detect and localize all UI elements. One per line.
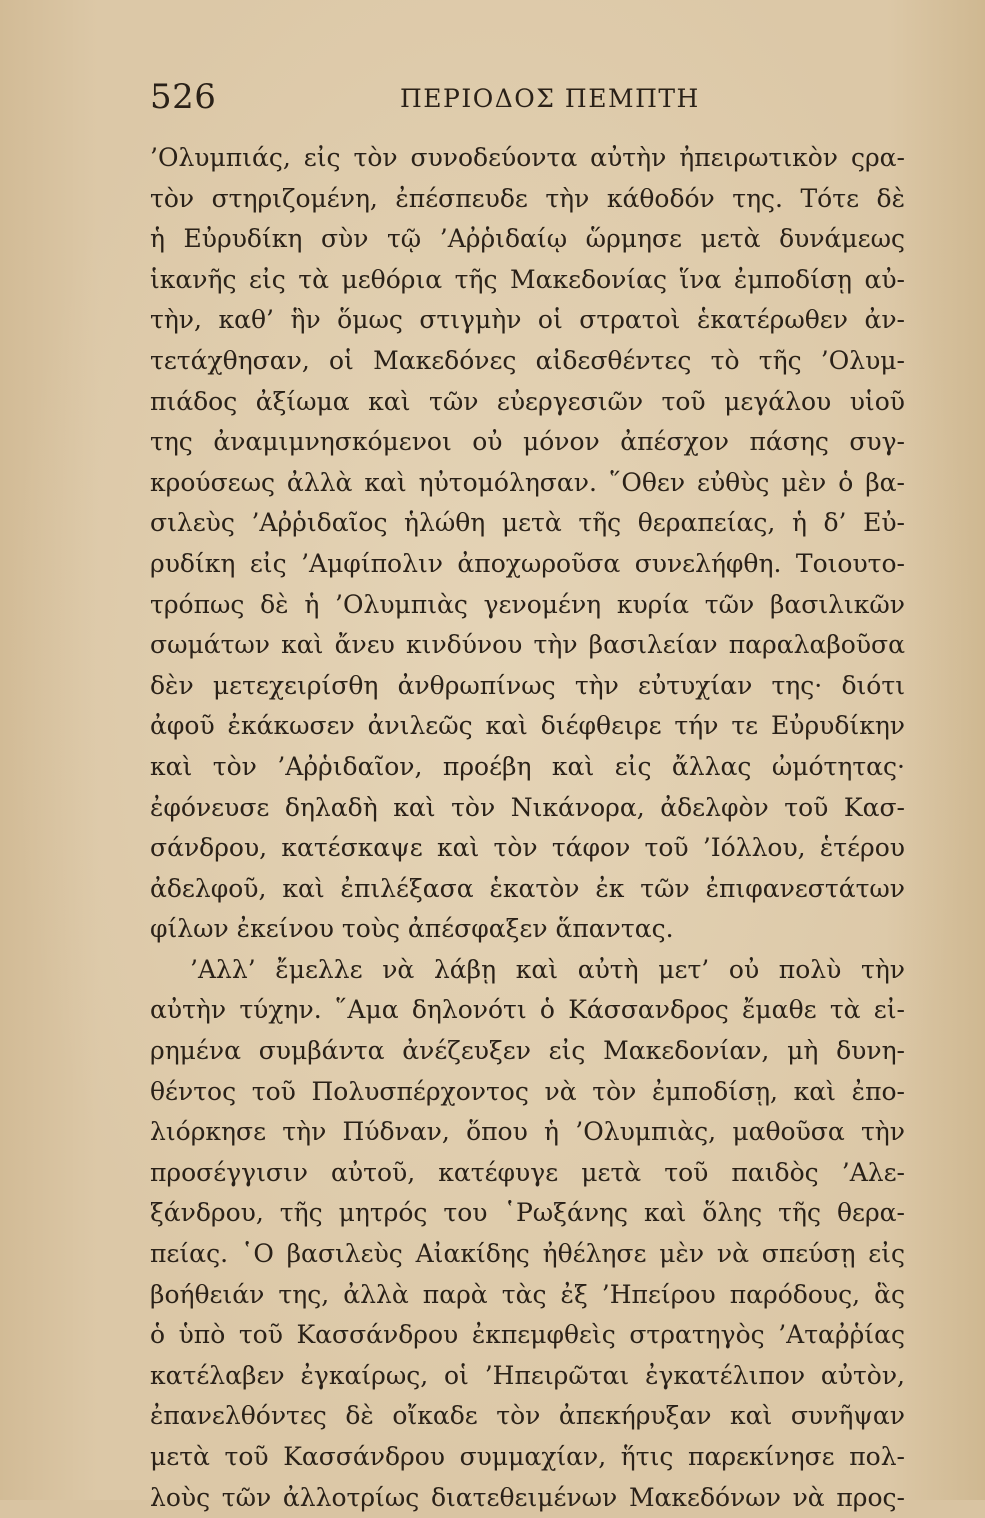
text-line: λοὺς τῶν ἀλλοτρίως διατεθειμένων Μακεδόνων νὰ προς- [150,1482,905,1512]
text-line: αὐτὴν τύχην. ῞Αμα δηλονότι ὁ Κάσσανδρος ἔμαθε τὰ εἰ- [150,995,905,1025]
text-line: τὴν, καθ’ ἣν ὅμως στιγμὴν οἱ στρατοὶ ἑκατέρωθεν ἀν- [150,305,905,335]
paragraph-start-line: ’Αλλ’ ἔμελλε νὰ λάβῃ καὶ αὐτὴ μετ’ οὐ πολὺ τὴν [190,954,905,984]
running-title: ΠΕΡΙΟΔΟΣ ΠΕΜΠΤΗ [400,84,700,113]
text-line: της ἀναμιμνησκόμενοι οὐ μόνον ἀπέσχον πάσης συγ- [150,427,905,457]
text-line: μετὰ τοῦ Κασσάνδρου συμμαχίαν, ἥτις παρεκίνησε πολ- [150,1442,905,1471]
paragraph-end-line: φίλων ἐκείνου τοὺς ἀπέσφαξεν ἅπαντας. [150,914,674,944]
page-header [150,72,905,122]
text-line: σάνδρου, κατέσκαψε καὶ τὸν τάφον τοῦ ’Ιόλλου, ἑτέρου [150,833,905,863]
text-line: ἀδελφοῦ, καὶ ἐπιλέξασα ἑκατὸν ἐκ τῶν ἐπιφανεστάτων [150,873,905,903]
text-line: τὸν στηριζομένη, ἐπέσπευδε τὴν κάθοδόν της. Τότε δὲ [150,183,905,213]
text-line: κατέλαβεν ἐγκαίρως, οἱ ’Ηπειρῶται ἐγκατέλιπον αὐτὸν, [150,1360,905,1390]
text-line: καὶ τὸν ’Αῤῥιδαῖον, προέβη καὶ εἰς ἄλλας ὠμότητας· [150,751,905,781]
text-line: πιάδος ἀξίωμα καὶ τῶν εὐεργεσιῶν τοῦ μεγάλου υἱοῦ [150,386,905,416]
text-line: ἐπανελθόντες δὲ οἴκαδε τὸν ἀπεκήρυξαν καὶ συνῆψαν [150,1401,905,1431]
text-line: σωμάτων καὶ ἄνευ κινδύνου τὴν βασιλείαν παραλαβοῦσα [150,630,905,660]
text-line: ρημένα συμβάντα ἀνέζευξεν εἰς Μακεδονίαν, μὴ δυνη- [150,1036,905,1066]
text-line: προσέγγισιν αὐτοῦ, κατέφυγε μετὰ τοῦ παιδὸς ’Αλε- [150,1157,905,1187]
text-line: ἱκανῆς εἰς τὰ μεθόρια τῆς Μακεδονίας ἵνα ἐμποδίσῃ αὐ- [150,264,905,294]
text-line: ἡ Εὐρυδίκη σὺν τῷ ’Αῤῥιδαίῳ ὥρμησε μετὰ δυνάμεως [150,224,905,254]
text-line: ρυδίκη εἰς ’Αμφίπολιν ἀποχωροῦσα συνελήφθη. Τοιουτο- [150,548,905,578]
text-line: σιλεὺς ’Αῤῥιδαῖος ἡλώθη μετὰ τῆς θεραπείας, ἡ δ’ Εὐ- [150,508,905,538]
text-line: ἀφοῦ ἐκάκωσεν ἀνιλεῶς καὶ διέφθειρε τήν τε Εὐρυδίκην [150,711,905,741]
text-line: κρούσεως ἀλλὰ καὶ ηὐτομόλησαν. ῞Οθεν εὐθὺς μὲν ὁ βα- [150,467,905,497]
text-line: λιόρκησε τὴν Πύδναν, ὅπου ἡ ’Ολυμπιὰς, μαθοῦσα τὴν [150,1117,905,1147]
text-line: πείας. ῾Ο βασιλεὺς Αἰακίδης ἠθέλησε μὲν νὰ σπεύσῃ εἰς [150,1239,905,1269]
text-line: βοήθειάν της, ἀλλὰ παρὰ τὰς ἐξ ’Ηπείρου παρόδους, ἃς [150,1279,905,1309]
text-line: δὲν μετεχειρίσθη ἀνθρωπίνως τὴν εὐτυχίαν της· διότι [150,670,905,700]
text-line: τρόπως δὲ ἡ ’Ολυμπιὰς γενομένη κυρία τῶν βασιλικῶν [150,589,905,619]
text-line: ’Ολυμπιάς, εἰς τὸν συνοδεύοντα αὐτὴν ἠπειρωτικὸν ςρα- [150,143,905,172]
text-line: ξάνδρου, τῆς μητρός του ῾Ρωξάνης καὶ ὅλης τῆς θερα- [150,1198,905,1228]
text-line: τετάχθησαν, οἱ Μακεδόνες αἰδεσθέντες τὸ τῆς ’Ολυμ- [150,345,905,375]
body-text [150,138,905,1518]
page-number: 526 [150,77,217,117]
text-line: θέντος τοῦ Πολυσπέρχοντος νὰ τὸν ἐμποδίσῃ, καὶ ἐπο- [150,1076,905,1106]
text-line: ὁ ὑπὸ τοῦ Κασσάνδρου ἐκπεμφθεὶς στρατηγὸς ’Αταῤῥίας [150,1320,905,1350]
text-line: ἐφόνευσε δηλαδὴ καὶ τὸν Νικάνορα, ἀδελφὸν τοῦ Κασ- [150,792,905,822]
